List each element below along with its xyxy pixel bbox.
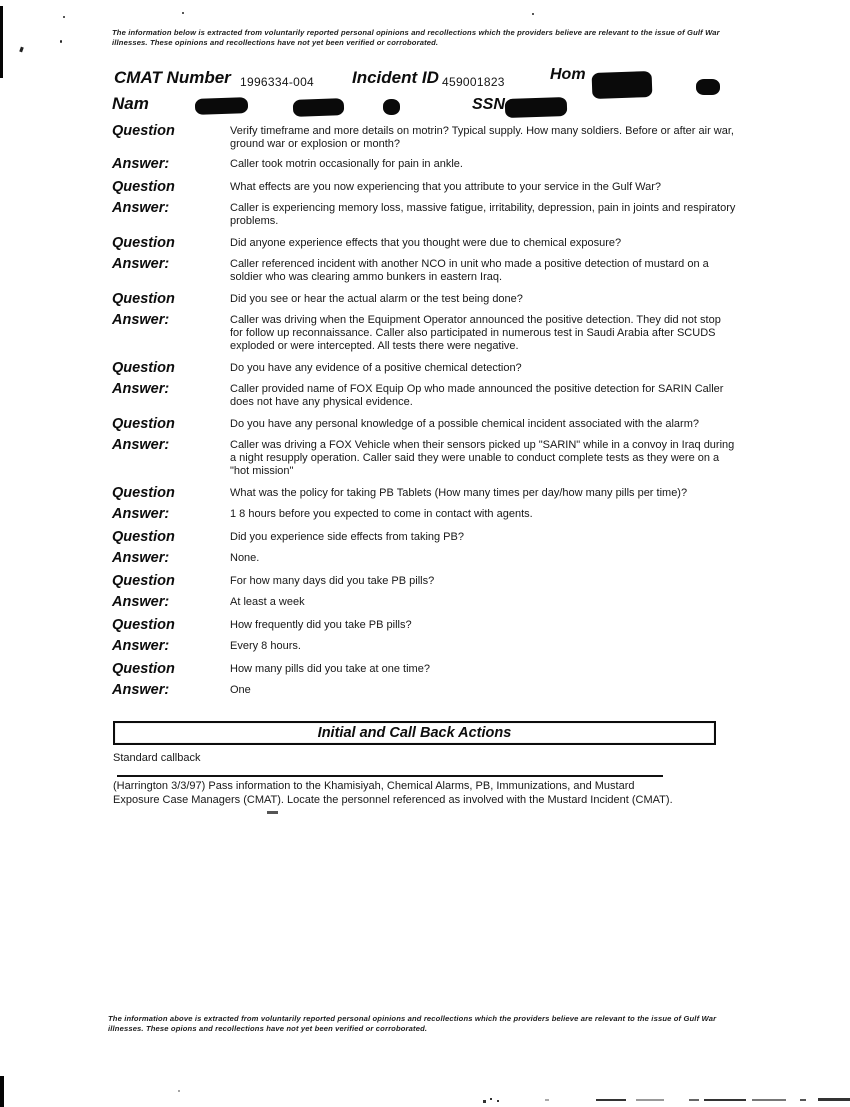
scan-dash xyxy=(818,1098,850,1101)
scan-speck xyxy=(532,13,534,15)
incident-id-value: 459001823 xyxy=(442,75,505,89)
answer-text: None. xyxy=(230,552,260,564)
actions-section-title: Initial and Call Back Actions xyxy=(317,725,512,741)
scan-speck xyxy=(63,16,65,18)
qa-row xyxy=(112,157,736,172)
bottom-disclaimer: The information above is extracted from voluntarily reported personal opinions and recollections which the providers believe are relevant to the issue of Gulf War illnesses. These opions and recollections have not yet been verified or corroborated. xyxy=(108,1014,717,1033)
answer-text: 1 8 hours before you expected to come in contact with agents. xyxy=(230,508,533,520)
question-text: Did anyone experience effects that you thought were due to chemical exposure? xyxy=(230,237,622,249)
question-label: Question xyxy=(112,661,175,677)
document-header xyxy=(112,66,772,124)
qa-row xyxy=(112,551,736,566)
incident-id-label: Incident ID xyxy=(352,68,439,87)
actions-section-box xyxy=(113,721,716,745)
qa-row xyxy=(112,595,736,610)
qa-row xyxy=(112,662,736,677)
qa-row xyxy=(112,180,736,195)
answer-label: Answer: xyxy=(112,506,170,522)
question-label: Question xyxy=(112,235,175,251)
answer-text: Caller provided name of FOX Equip Op who made announced the positive detection for SARIN Caller does not have any physical evidence. xyxy=(230,383,724,408)
scan-edge-artifact-top-left xyxy=(0,6,3,78)
top-disclaimer: The information below is extracted from voluntarily reported personal opinions and recollections which the providers believe are relevant to the issue of Gulf War illnesses. These opinions and recollections have not yet been verified or corroborated. xyxy=(112,28,720,47)
callback-note: (Harrington 3/3/97) Pass information to the Khamisiyah, Chemical Alarms, PB, Immunizations, and Mustard Exposure Case Managers (CMAT). Locate the personnel referenced as involved with the Mustard Incident (CMAT). xyxy=(113,780,673,806)
answer-text: Caller took motrin occasionally for pain in ankle. xyxy=(230,158,463,170)
answer-label: Answer: xyxy=(112,156,170,172)
standard-callback-text: Standard callback xyxy=(113,752,201,764)
question-label: Question xyxy=(112,291,175,307)
scan-dash xyxy=(483,1100,486,1103)
scan-edge-artifact-bottom-left xyxy=(0,1076,4,1107)
redaction-bar-home xyxy=(592,71,653,99)
answer-text: Caller is experiencing memory loss, massive fatigue, irritability, depression, pain in joints and respiratory problems. xyxy=(230,202,736,227)
question-text: Did you experience side effects from taking PB? xyxy=(230,531,464,543)
scan-speck xyxy=(182,12,184,14)
scan-speck xyxy=(19,47,24,53)
answer-text: At least a week xyxy=(230,596,305,608)
answer-text: Every 8 hours. xyxy=(230,640,301,652)
qa-row xyxy=(112,292,736,307)
qa-row xyxy=(112,507,736,522)
answer-text: Caller was driving a FOX Vehicle when their sensors picked up "SARIN" while in a convoy in Iraq during a night resupply operation. Caller said they were unable to conduct complete tests as they were on a "hot mission" xyxy=(230,439,735,477)
scan-dash xyxy=(689,1099,699,1101)
qa-row xyxy=(112,236,736,251)
qa-row xyxy=(112,683,736,698)
question-label: Question xyxy=(112,123,175,139)
qa-row xyxy=(112,438,736,478)
scan-speck-dash xyxy=(267,811,278,814)
answer-text: Caller referenced incident with another NCO in unit who made a positive detection of mustard on a soldier who was clearing ammo bunkers in eastern Iraq. xyxy=(230,258,709,283)
qa-row xyxy=(112,417,736,432)
answer-label: Answer: xyxy=(112,312,170,328)
name-label: Nam xyxy=(112,94,149,113)
question-text: Did you see or hear the actual alarm or the test being done? xyxy=(230,293,523,305)
scan-dash xyxy=(490,1098,492,1100)
question-text: Do you have any evidence of a positive chemical detection? xyxy=(230,362,522,374)
scan-dash xyxy=(545,1099,549,1101)
ssn-label: SSN xyxy=(472,96,505,113)
question-text: What effects are you now experiencing that you attribute to your service in the Gulf War? xyxy=(230,181,662,193)
cmat-number-value: 1996334-004 xyxy=(240,75,315,89)
answer-text: Caller was driving when the Equipment Operator announced the positive detection. They did not stop for follow up reconnaissance. Caller also participated in numerous test in Saudi Arabia after SCUDS exploded or were intercepted. All tests there were negative. xyxy=(230,314,721,352)
scan-dash xyxy=(800,1099,806,1101)
question-text: Verify timeframe and more details on motrin? Typical supply. How many soldiers. Before or after air war, ground war or explosion or month? xyxy=(230,125,734,150)
answer-label: Answer: xyxy=(112,200,170,216)
qa-row xyxy=(112,313,736,353)
qa-row xyxy=(112,257,736,284)
question-answer-list xyxy=(112,124,736,706)
redaction-bar-ssn xyxy=(505,97,568,118)
qa-row xyxy=(112,382,736,409)
question-text: What was the policy for taking PB Tablets (How many times per day/how many pills per time)? xyxy=(230,487,688,499)
answer-label: Answer: xyxy=(112,638,170,654)
question-text: How many pills did you take at one time? xyxy=(230,663,430,675)
answer-label: Answer: xyxy=(112,437,170,453)
question-label: Question xyxy=(112,617,175,633)
qa-row xyxy=(112,639,736,654)
question-label: Question xyxy=(112,360,175,376)
answer-label: Answer: xyxy=(112,594,170,610)
question-label: Question xyxy=(112,416,175,432)
answer-text: One xyxy=(230,684,251,696)
qa-row xyxy=(112,574,736,589)
scan-speck xyxy=(178,1090,180,1092)
question-label: Question xyxy=(112,485,175,501)
scan-dash xyxy=(596,1099,626,1101)
scan-dash xyxy=(704,1099,746,1101)
question-text: How frequently did you take PB pills? xyxy=(230,619,412,631)
redaction-bar-name-3 xyxy=(383,99,400,115)
qa-row xyxy=(112,201,736,228)
redaction-bar-name-1 xyxy=(195,97,249,115)
qa-row xyxy=(112,361,736,376)
qa-row xyxy=(112,486,736,501)
home-label: Hom xyxy=(550,66,586,83)
scan-dash xyxy=(636,1099,664,1101)
redaction-bar-home-2 xyxy=(696,79,720,95)
horizontal-rule xyxy=(117,775,663,777)
question-text: Do you have any personal knowledge of a possible chemical incident associated with the alarm? xyxy=(230,418,699,430)
answer-label: Answer: xyxy=(112,682,170,698)
question-label: Question xyxy=(112,573,175,589)
question-label: Question xyxy=(112,179,175,195)
scan-dash xyxy=(752,1099,786,1101)
qa-row xyxy=(112,530,736,545)
question-label: Question xyxy=(112,529,175,545)
redaction-bar-name-2 xyxy=(293,98,345,117)
cmat-number-label: CMAT Number xyxy=(114,68,231,87)
scan-dash xyxy=(497,1100,499,1102)
answer-label: Answer: xyxy=(112,550,170,566)
qa-row xyxy=(112,618,736,633)
answer-label: Answer: xyxy=(112,256,170,272)
qa-row xyxy=(112,124,736,151)
answer-label: Answer: xyxy=(112,381,170,397)
scan-speck xyxy=(60,40,62,43)
question-text: For how many days did you take PB pills? xyxy=(230,575,435,587)
